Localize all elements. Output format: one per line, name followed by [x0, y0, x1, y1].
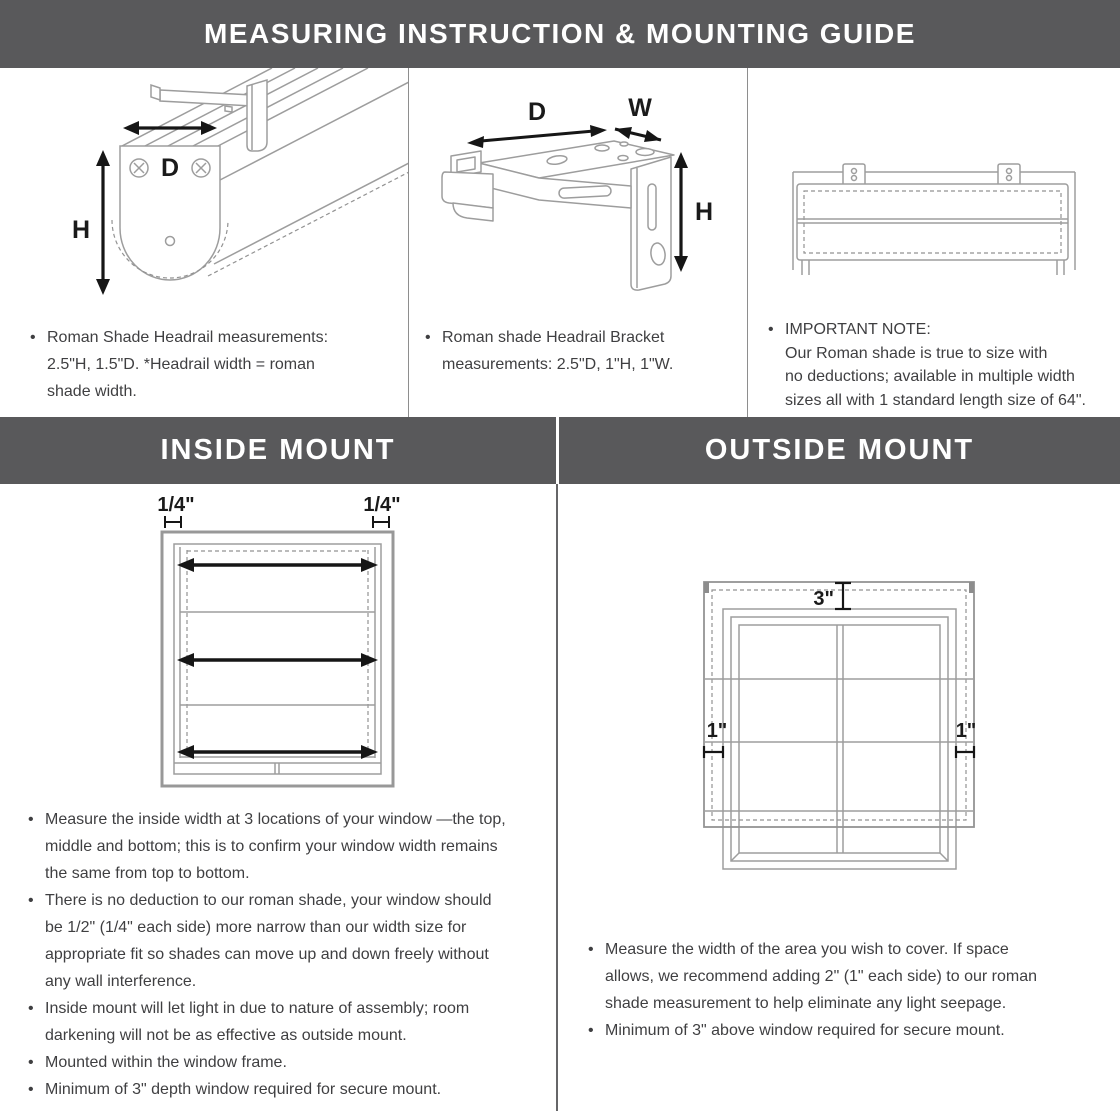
bullet-dot	[28, 1049, 45, 1076]
bullet-line: be 1/2" (1/4" each side) more narrow than our width size for	[45, 919, 467, 936]
gap-label-left: 1/4"	[157, 494, 195, 516]
note-panel	[748, 68, 1120, 417]
bullet-line: Roman Shade Headrail measurements:	[47, 329, 329, 346]
outside-mount-diagram	[558, 484, 1119, 894]
depth-arrow	[467, 125, 607, 148]
dimension-label-h: H	[695, 198, 714, 226]
section-banners	[0, 417, 1120, 484]
list-item	[28, 887, 538, 995]
bullet-line: shade measurement to help eliminate any light seepage.	[605, 995, 1007, 1012]
bullet-dot	[28, 806, 45, 887]
width-arrow	[615, 127, 661, 142]
bullet-line: 2.5"H, 1.5"D. *Headrail width = roman	[47, 356, 315, 373]
list-item	[28, 806, 538, 887]
outside-mount-instructions	[588, 936, 1102, 1044]
top-gap-marker	[835, 583, 851, 609]
bullet-line: Mounted within the window frame.	[45, 1054, 287, 1071]
bullet-line: appropriate fit so shades can move up and down freely without	[45, 946, 489, 963]
dimension-label-d: D	[160, 154, 180, 182]
height-arrow	[96, 150, 110, 295]
list-item	[425, 324, 747, 378]
mount-sections-row	[0, 484, 1120, 1120]
inside-mount-section	[0, 484, 556, 1120]
top-diagrams-row	[0, 68, 1120, 417]
dimension-label-d: D	[527, 98, 547, 126]
bullet-dot	[588, 936, 605, 1017]
bullet-dot	[28, 887, 45, 995]
bullet-line: There is no deduction to our roman shade, your window should	[45, 892, 492, 909]
bullet-line: the same from top to bottom.	[45, 865, 250, 882]
bullet-line: shade width.	[47, 383, 137, 400]
mounted-shade-diagram	[748, 68, 1120, 318]
bracket-caption	[425, 324, 747, 378]
bullet-line: Minimum of 3" above window required for secure mount.	[605, 1022, 1005, 1039]
bullet-dot	[588, 1017, 605, 1044]
headrail-caption	[30, 324, 408, 405]
headrail-bracket-plate	[247, 80, 267, 151]
bracket-panel	[409, 68, 748, 417]
height-arrow	[674, 152, 688, 272]
bullet-line: allows, we recommend adding 2" (1" each side) to our roman	[605, 968, 1038, 985]
note-line: no deductions; available in multiple width	[785, 368, 1075, 385]
gap-label-top: 3"	[813, 588, 834, 610]
gap-label-right: 1/4"	[363, 494, 401, 516]
bullet-dot	[28, 1076, 45, 1103]
inside-mount-diagram	[0, 484, 556, 829]
bracket-diagram	[409, 68, 748, 318]
gap-label-right: 1"	[955, 720, 977, 742]
window-frame	[723, 609, 956, 869]
bullet-line: middle and bottom; this is to confirm your window width remains	[45, 838, 498, 855]
list-item	[588, 1017, 1102, 1044]
mounting-bracket-icon	[843, 164, 1020, 186]
gap-label-left: 1"	[706, 720, 728, 742]
headrail-clip	[151, 85, 252, 112]
bullet-line: measurements: 2.5"D, 1"H, 1"W.	[442, 356, 674, 373]
list-item	[28, 1049, 538, 1076]
shade-front	[797, 184, 1068, 260]
bullet-dot	[768, 318, 785, 412]
bullet-dot	[425, 324, 442, 378]
bullet-dot	[28, 995, 45, 1049]
important-note	[768, 318, 1120, 412]
bullet-line: Roman shade Headrail Bracket	[442, 329, 665, 346]
headrail-panel	[0, 68, 409, 417]
list-item	[28, 995, 538, 1049]
list-item	[30, 324, 408, 405]
side-gap-markers	[704, 746, 974, 758]
dimension-label-h: H	[71, 216, 90, 244]
note-line: Our Roman shade is true to size with	[785, 344, 1048, 362]
bullet-line: Inside mount will let light in due to nature of assembly; room	[45, 1000, 470, 1017]
outside-mount-section	[558, 484, 1120, 1120]
note-title: IMPORTANT NOTE:	[785, 321, 931, 338]
inside-mount-banner	[0, 417, 556, 484]
note-line: sizes all with 1 standard length size of 64".	[785, 391, 1086, 409]
bullet-line: Measure the width of the area you wish to cover. If space	[605, 941, 1009, 958]
dimension-label-w: W	[628, 94, 652, 122]
headrail-diagram	[0, 68, 409, 318]
list-item	[28, 1076, 538, 1103]
title-banner	[0, 0, 1120, 68]
bullet-line: Minimum of 3" depth window required for secure mount.	[45, 1081, 442, 1098]
bullet-line: darkening will not be as effective as outside mount.	[45, 1027, 407, 1044]
list-item	[588, 936, 1102, 1017]
bullet-dot	[30, 324, 47, 405]
bullet-line: Measure the inside width at 3 locations of your window —the top,	[45, 811, 506, 828]
outside-mount-heading: OUTSIDE MOUNT	[704, 434, 975, 466]
outside-mount-banner	[559, 417, 1120, 484]
bullet-line: any wall interference.	[45, 973, 197, 990]
list-item	[768, 318, 1120, 412]
inside-mount-instructions	[28, 806, 538, 1103]
shade-front	[704, 582, 974, 827]
inside-mount-heading: INSIDE MOUNT	[160, 434, 396, 466]
shade-fold-lines	[704, 679, 974, 811]
page-title: MEASURING INSTRUCTION & MOUNTING GUIDE	[204, 18, 916, 49]
gap-markers	[165, 516, 389, 528]
